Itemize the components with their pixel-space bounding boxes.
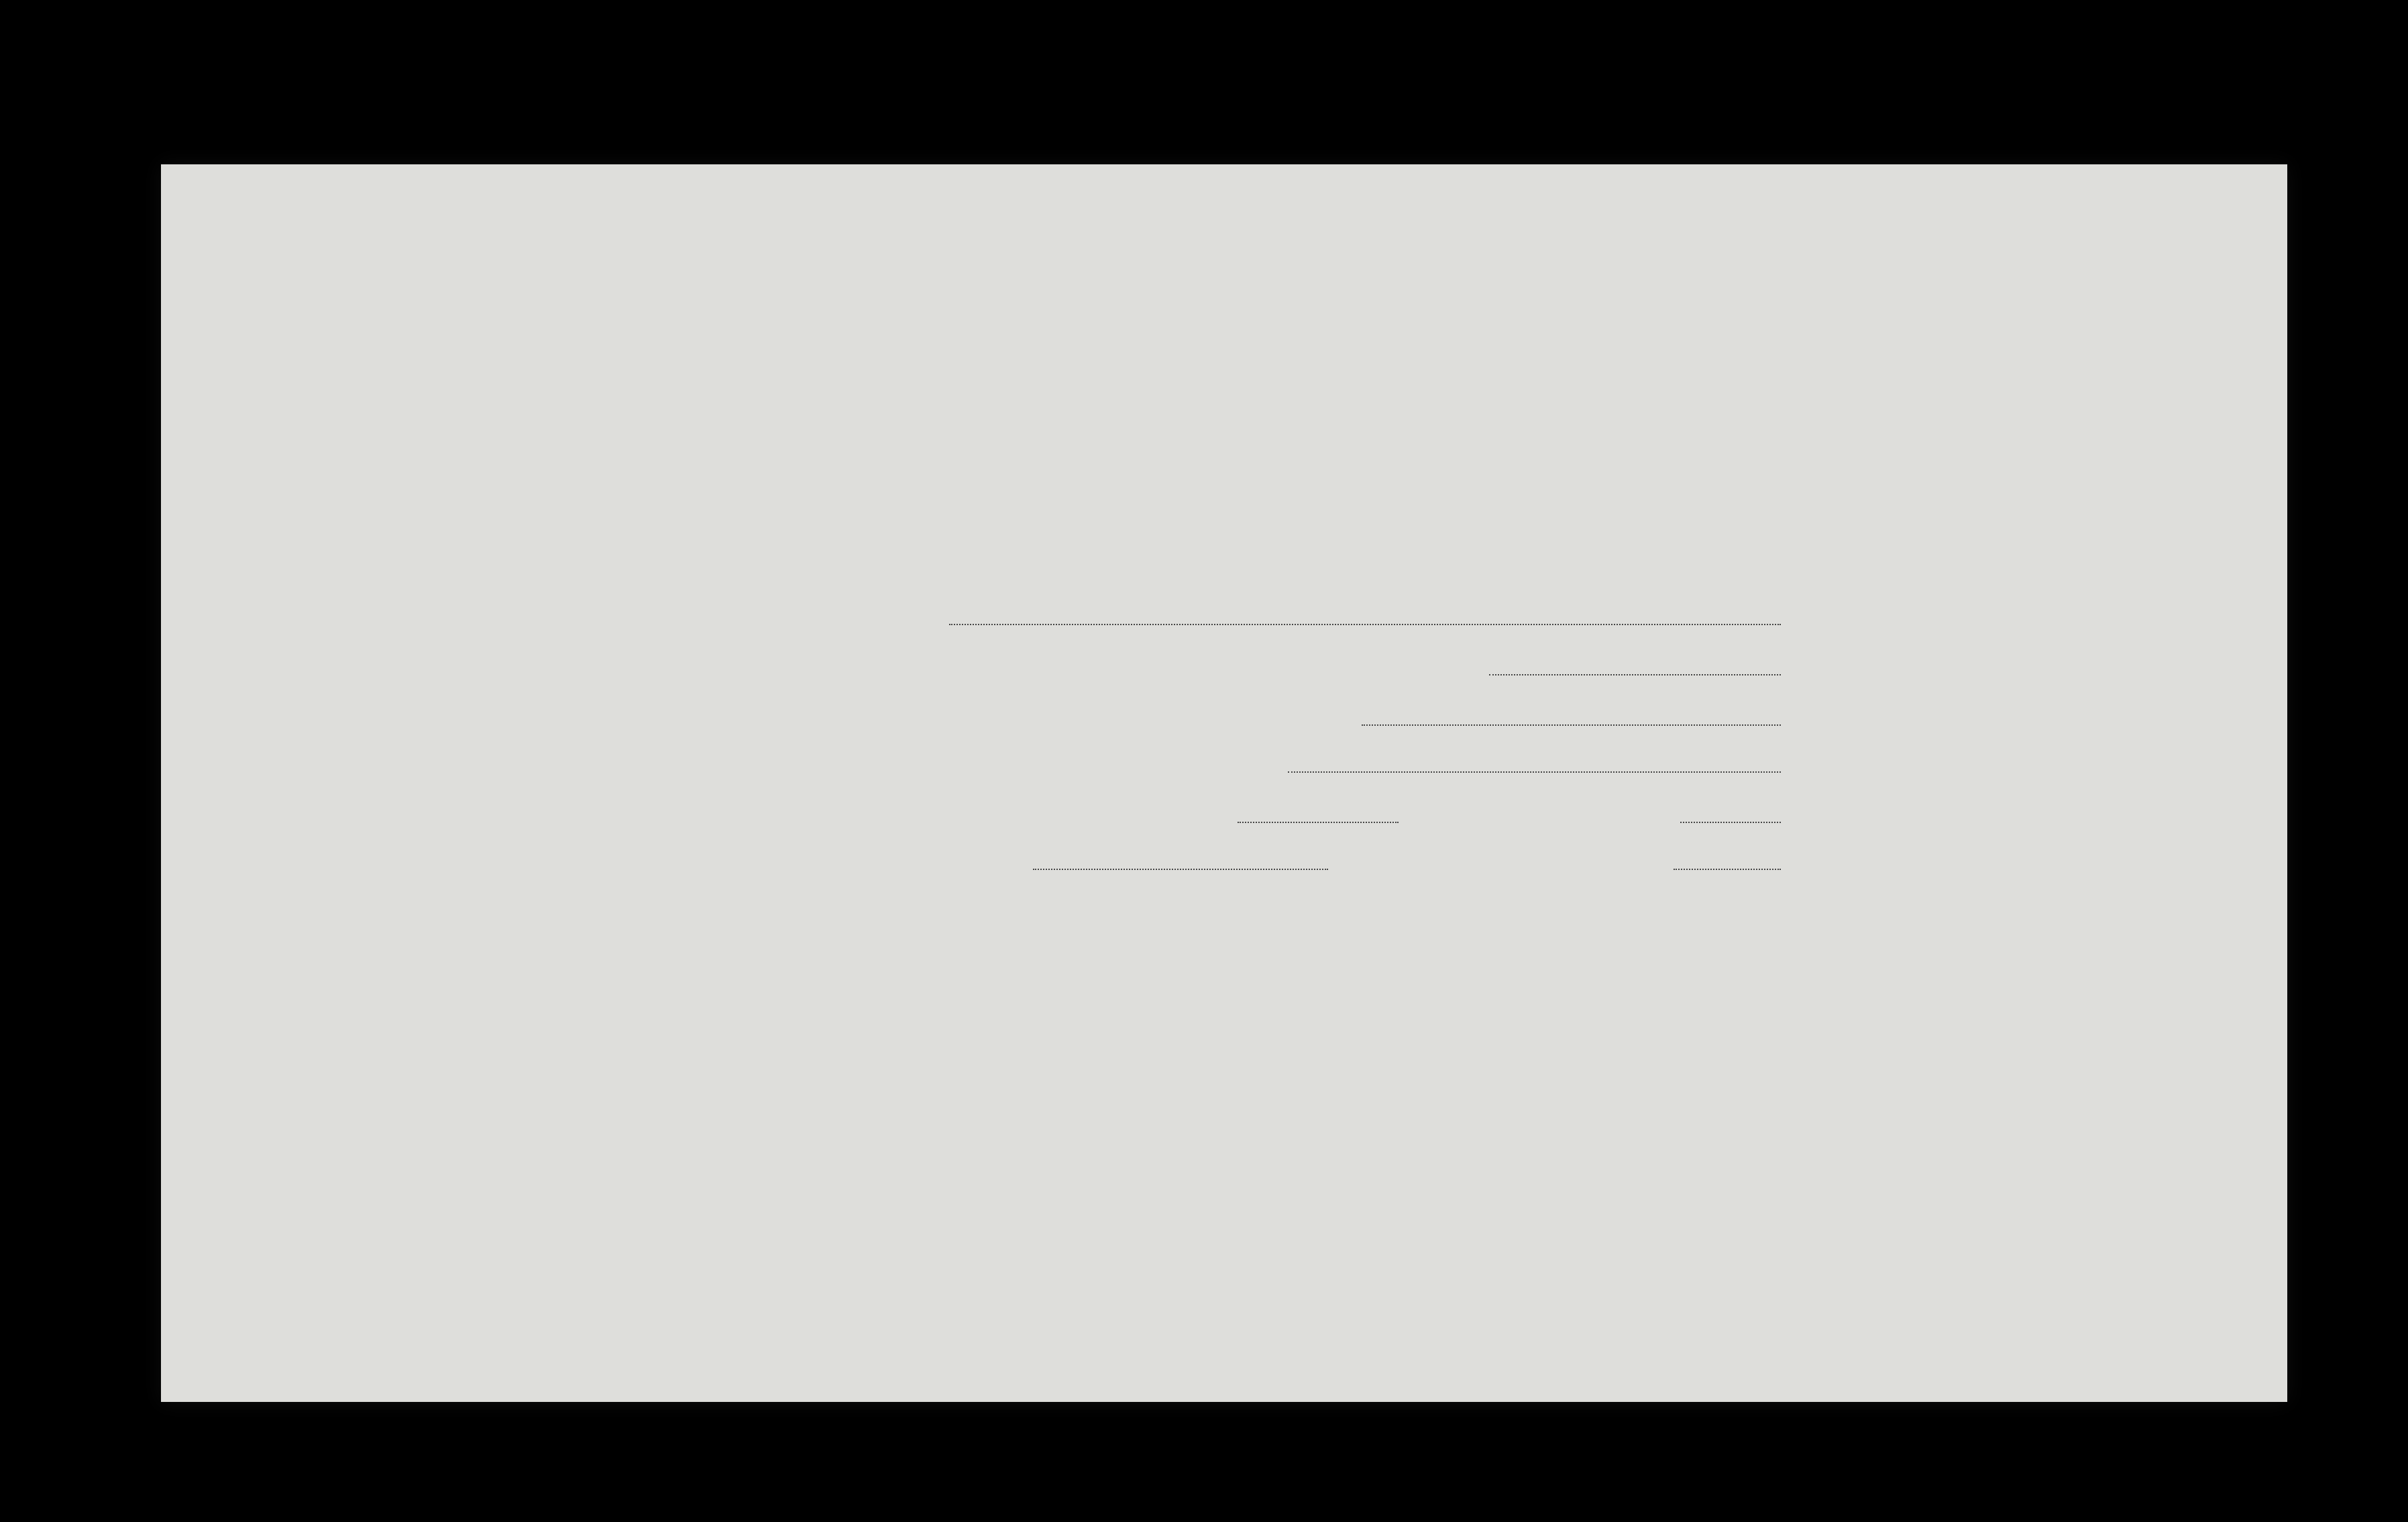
dots-market xyxy=(1033,869,1328,870)
dots-distance xyxy=(1680,822,1781,823)
dots-kind xyxy=(1362,724,1781,726)
dots-farming xyxy=(1288,771,1781,773)
census-card-sheet xyxy=(161,164,2287,1402)
dots-market-distance xyxy=(1674,869,1781,870)
dots-owner xyxy=(949,624,1781,625)
dots-village xyxy=(1238,822,1399,823)
dots-other-land xyxy=(1489,674,1781,675)
